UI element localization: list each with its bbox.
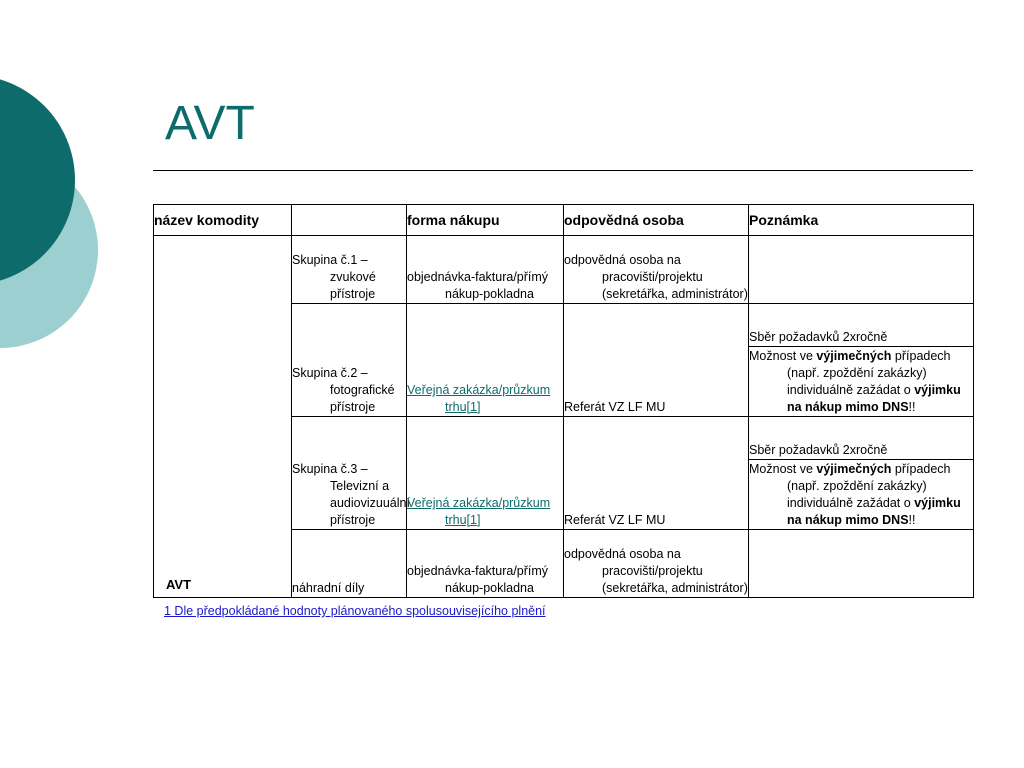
note-cell: [749, 236, 974, 304]
header-person: odpovědná osoba: [564, 205, 749, 236]
note-cell: [749, 304, 974, 417]
group-cell: Skupina č.1 – zvukové přístroje: [292, 236, 407, 304]
note-exception: Možnost ve výjimečných případech (např. zpoždění zakázky) individuálně zažádat o výjimku na nákup mimo DNS!!: [749, 349, 961, 414]
group-cell: Skupina č.2 – fotografické přístroje: [292, 304, 407, 417]
form-cell: objednávka-faktura/přímý nákup-pokladna: [407, 530, 564, 598]
header-group: [292, 205, 407, 236]
table-header-row: [154, 205, 974, 236]
form-link[interactable]: Veřejná zakázka/průzkum trhu[1]: [407, 496, 551, 527]
note-exception: Možnost ve výjimečných případech (např. zpoždění zakázky) individuálně zažádat o výjimku na nákup mimo DNS!!: [749, 462, 961, 527]
header-form: forma nákupu: [407, 205, 564, 236]
form-cell: objednávka-faktura/přímý nákup-pokladna: [407, 236, 564, 304]
person-cell: odpovědná osoba na pracovišti/projektu (sekretářka, administrátor): [564, 530, 749, 598]
decorative-circles: [0, 0, 120, 420]
slide-title: AVT: [165, 97, 255, 150]
commodity-cell: AVT: [154, 236, 292, 598]
footnote-link[interactable]: 1 Dle předpokládané hodnoty plánovaného spolusouvisejícího plnění: [164, 604, 546, 618]
person-cell: Referát VZ LF MU: [564, 304, 749, 417]
form-cell[interactable]: [407, 304, 564, 417]
note-collection: Sběr požadavků 2xročně: [749, 432, 973, 460]
note-cell: [749, 530, 974, 598]
note-collection: Sběr požadavků 2xročně: [749, 319, 973, 347]
note-cell: [749, 417, 974, 530]
header-note: Poznámka: [749, 205, 974, 236]
person-cell: odpovědná osoba na pracovišti/projektu (sekretářka, administrátor): [564, 236, 749, 304]
table-row: [154, 236, 974, 304]
group-cell: Skupina č.3 – Televizní a audiovizuuální přístroje: [292, 417, 407, 530]
form-link[interactable]: Veřejná zakázka/průzkum trhu[1]: [407, 383, 551, 414]
group-cell: náhradní díly: [292, 530, 407, 598]
person-cell: Referát VZ LF MU: [564, 417, 749, 530]
header-commodity: název komodity: [154, 205, 292, 236]
form-cell[interactable]: [407, 417, 564, 530]
title-divider: [153, 170, 973, 171]
commodity-table: [153, 204, 974, 598]
